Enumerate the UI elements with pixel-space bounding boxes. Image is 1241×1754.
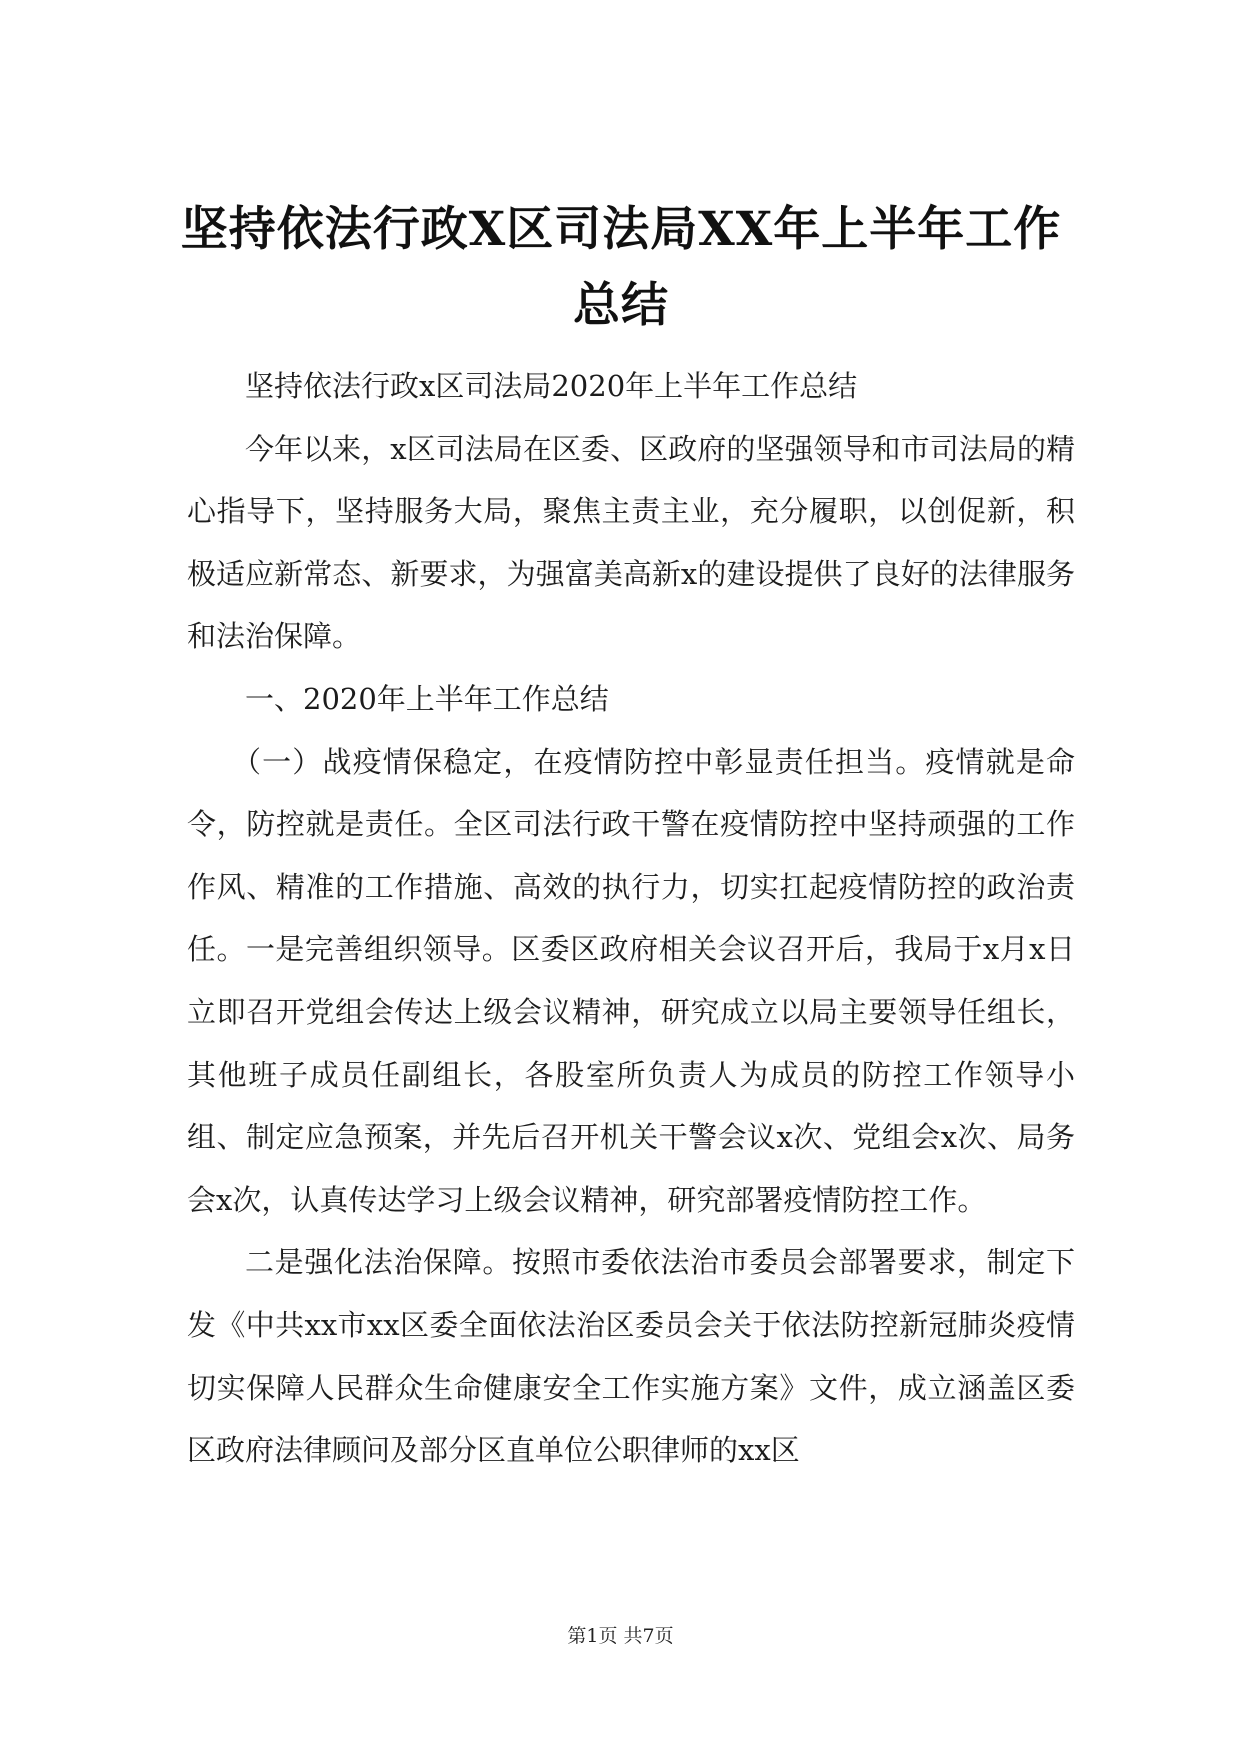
body-paragraph: （一）战疫情保稳定，在疫情防控中彰显责任担当。疫情就是命令，防控就是责任。全区司法行政干警在疫情防控中坚持顽强的工作作风、精准的工作措施、高效的执行力，切实扛起疫情防控的政治责任。一是完善组织领导。区委区政府相关会议召开后，我局于x月x日立即召开党组会传达上级会议精神，研究成立以局主要领导任组长，其他班子成员任副组长，各股室所负责人为成员的防控工作领导小组、制定应急预案，并先后召开机关干警会议x次、党组会x次、局务会x次，认真传达学习上级会议精神，研究部署疫情防控工作。 bbox=[187, 744, 1075, 1217]
intro-paragraph: 今年以来，x区司法局在区委、区政府的坚强领导和市司法局的精心指导下，坚持服务大局，聚焦主责主业，充分履职，以创促新，积极适应新常态、新要求，为强富美高新x的建设提供了良好的法律服务和法治保障。 bbox=[187, 431, 1075, 654]
document-body bbox=[187, 355, 1075, 1482]
body-paragraph: 二是强化法治保障。按照市委依法治市委员会部署要求，制定下发《中共xx市xx区委全面依法治区委员会关于依法防控新冠肺炎疫情切实保障人民群众生命健康安全工作实施方案》文件，成立涵盖区委区政府法律顾问及部分区直单位公职律师的xx区 bbox=[187, 1245, 1075, 1468]
document-title: 坚持依法行政X区司法局XX年上半年工作总结 bbox=[180, 202, 1062, 333]
section-heading: 一、2020年上半年工作总结 bbox=[245, 681, 609, 716]
page-number-footer: 第1页 共7页 bbox=[567, 1625, 674, 1647]
subtitle-paragraph: 坚持依法行政x区司法局2020年上半年工作总结 bbox=[245, 369, 858, 403]
